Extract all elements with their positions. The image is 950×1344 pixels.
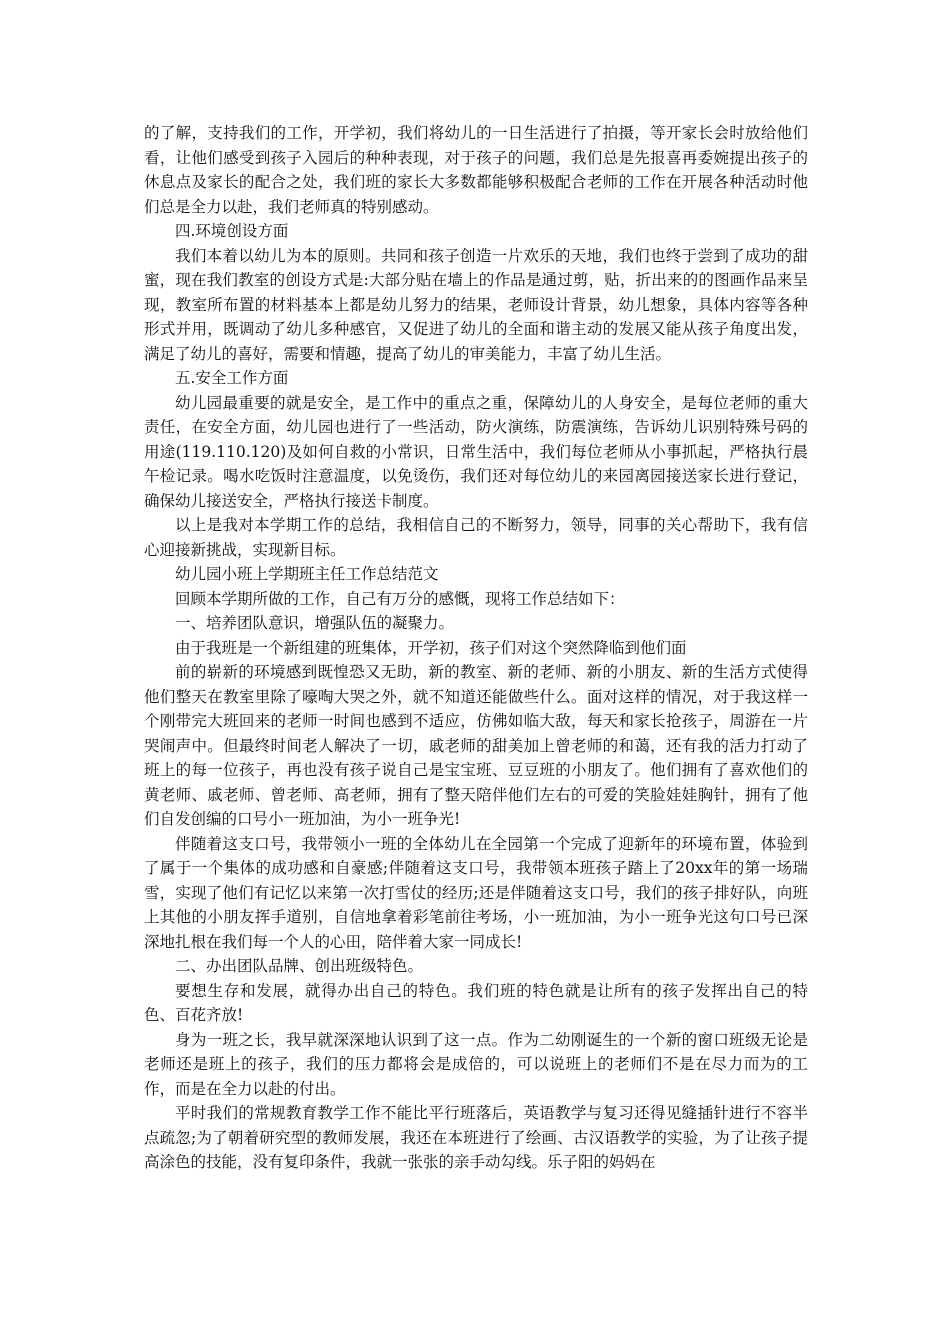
paragraph-6: 以上是我对本学期工作的总结，我相信自己的不断努力，领导，同事的关心帮助下，我有信心迎接新挑战，实现新目标。	[144, 516, 808, 559]
section-heading-brand: 二、办出团队品牌、创出班级特色。	[175, 957, 424, 975]
paragraph-3: 我们本着以幼儿为本的原则。共同和孩子创造一片欢乐的天地，我们也终于尝到了成功的甜蜜，现在我们教室的创设方式是:大部分贴在墙上的作品是通过剪，贴，折出来的的图画作品来呈现，教室所布置的材料基本上都是幼儿努力的结果，老师设计背景，幼儿想象，具体内容等各种形式并用，既调动了幼儿多种感官，又促进了幼儿的全面和谐主动的发展又能从孩子角度出发，满足了幼儿的喜好，需要和情趣，提高了幼儿的审美能力，丰富了幼儿生活。	[144, 246, 808, 363]
paragraph-16: 平时我们的常规教育教学工作不能比平行班落后，英语教学与复习还得见缝插针进行不容半点疏忽;为了朝着研究型的教师发展，我还在本班进行了绘画、古汉语教学的实验，为了让孩子提高涂色的技能，没有复印条件，我就一张张的亲手动勾线。乐子阳的妈妈在	[144, 1104, 808, 1171]
section-heading-team: 一、培养团队意识，增强队伍的凝聚力。	[175, 614, 455, 632]
section-heading-environment: 四.环境创设方面	[175, 222, 289, 240]
section-heading-safety: 五.安全工作方面	[175, 369, 289, 387]
paragraph-11: 前的崭新的环境感到既惶恐又无助，新的教室、新的老师、新的小朋友、新的生活方式使得他们整天在教室里除了嚎啕大哭之外，就不知道还能做些什么。面对这样的情况，对于我这样一个刚带完大班回来的老师一时间也感到不适应，仿佛如临大敌，每天和家长抢孩子，周游在一片哭闹声中。但最终时间老人解决了一切，戚老师的甜美加上曾老师的和蔼，还有我的活力打动了班上的每一位孩子，再也没有孩子说自己是宝宝班、豆豆班的小朋友了。他们拥有了喜欢他们的黄老师、戚老师、曾老师、高老师，拥有了整天陪伴他们左右的可爱的笑脸娃娃胸针，拥有了他们自发创编的口号小一班加油，为小一班争光!	[144, 663, 808, 828]
paragraph-8: 回顾本学期所做的工作，自己有万分的感慨，现将工作总结如下：	[175, 589, 625, 608]
paragraph-10: 由于我班是一个新组建的班集体，开学初，孩子们对这个突然降临到他们面	[175, 638, 687, 657]
paragraph-14: 要想生存和发展，就得办出自己的特色。我们班的特色就是让所有的孩子发挥出自己的特色、百花齐放!	[144, 981, 808, 1024]
paragraph-1: 的了解，支持我们的工作，开学初，我们将幼儿的一日生活进行了拍摄，等开家长会时放给他们看，让他们感受到孩子入园后的种种表现，对于孩子的问题，我们总是先报喜再委婉提出孩子的休息点及家长的配合之处，我们班的家长大多数都能够积极配合老师的工作在开展各种活动时他们总是全力以赴，我们老师真的特别感动。	[144, 124, 808, 216]
paragraph-15: 身为一班之长，我早就深深地认识到了这一点。作为二幼刚诞生的一个新的窗口班级无论是老师还是班上的孩子，我们的压力都将会是成倍的，可以说班上的老师们不是在尽力而为的工作，而是在全力以赴的付出。	[144, 1030, 808, 1098]
document-page	[144, 121, 808, 1175]
article-title: 幼儿园小班上学期班主任工作总结范文	[175, 565, 439, 583]
paragraph-5: 幼儿园最重要的就是安全，是工作中的重点之重，保障幼儿的人身安全，是每位老师的重大责任，在安全方面，幼儿园也进行了一些活动，防火演练，防震演练，告诉幼儿识别特殊号码的用途(119.110.120)及如何自救的小常识，日常生活中，我们每位老师从小事抓起，严格执行晨午检记录。喝水吃饭时注意温度，以免烫伤，我们还对每位幼儿的来园离园接送家长进行登记，确保幼儿接送安全，严格执行接送卡制度。	[144, 393, 808, 510]
paragraph-12: 伴随着这支口号，我带领小一班的全体幼儿在全园第一个完成了迎新年的环境布置，体验到了属于一个集体的成功感和自豪感;伴随着这支口号，我带领本班孩子踏上了20xx年的第一场瑞雪，实现了他们有记忆以来第一次打雪仗的经历;还是伴随着这支口号，我们的孩子排好队，向班上其他的小朋友挥手道别，自信地拿着彩笔前往考场，小一班加油，为小一班争光这句口号已深深地扎根在我们每一个人的心田，陪伴着大家一同成长!	[144, 834, 808, 951]
